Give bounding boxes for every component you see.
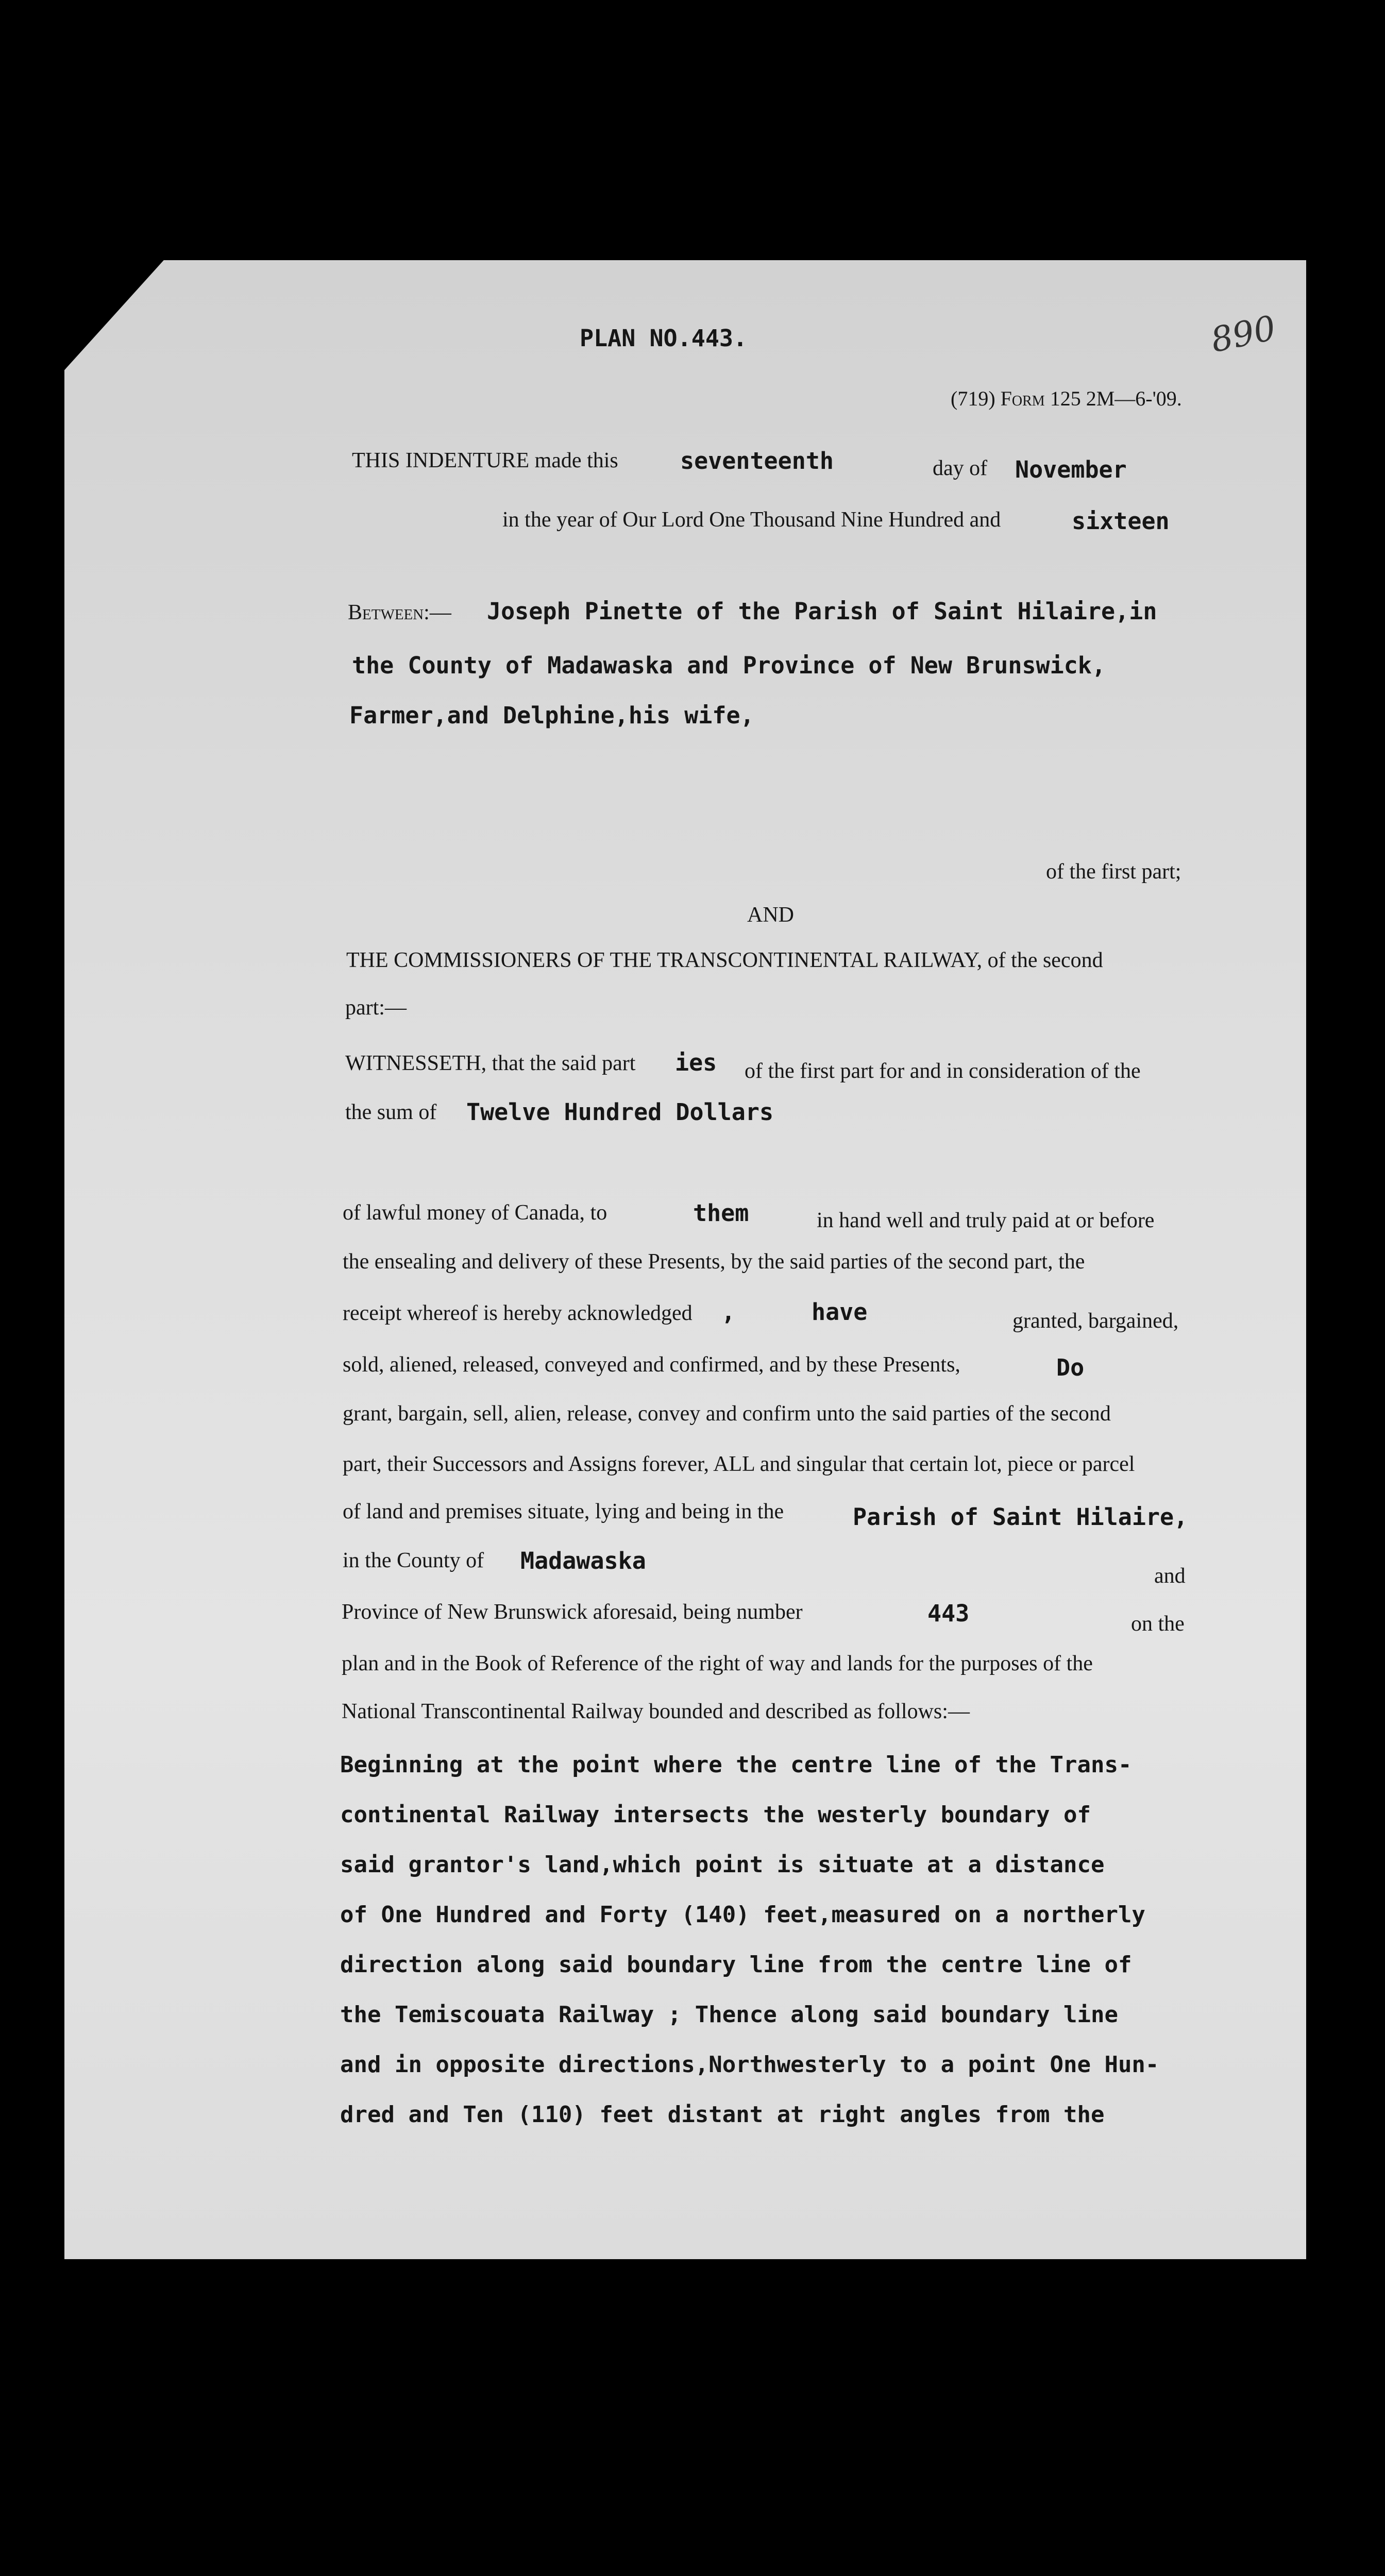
indenture-month: November — [1015, 456, 1127, 483]
witnesseth-line-13: National Transcontinental Railway bounded and described as follows:— — [342, 1700, 970, 1723]
second-party-line: part:— — [345, 996, 407, 1020]
witnesseth-parties-fill: ies — [675, 1049, 717, 1076]
and-label: AND — [747, 903, 794, 927]
form-number-label: Form — [1000, 387, 1045, 410]
witnesseth-line-12: plan and in the Book of Reference of the right of way and lands for the purposes of the — [342, 1652, 1093, 1675]
handwritten-number: 890 — [1207, 308, 1279, 361]
description-line: continental Railway intersects the westerly boundary of — [340, 1802, 1091, 1828]
indenture-year-text: in the year of Our Lord One Thousand Nine Hundred and — [502, 508, 1001, 532]
witnesseth-line-7: grant, bargain, sell, alien, release, convey and confirm unto the said parties of the second — [343, 1402, 1111, 1426]
amount: Twelve Hundred Dollars — [466, 1098, 774, 1126]
indenture-day: seventeenth — [680, 447, 834, 474]
payee-fill: them — [693, 1199, 749, 1227]
between-label: Between:— — [348, 601, 451, 624]
witnesseth-line-6: sold, aliened, released, conveyed and confirmed, and by these Presents, — [343, 1353, 960, 1377]
witnesseth-line-8: part, their Successors and Assigns forever, ALL and singular that certain lot, piece or parcel — [343, 1452, 1135, 1476]
form-number-prefix: (719) — [951, 387, 995, 410]
form-number — [951, 386, 1182, 411]
witnesseth-line-11-end: on the — [1131, 1612, 1185, 1636]
indenture-day-of: day of — [933, 456, 988, 480]
description-line: said grantor's land,which point is situate at a distance — [340, 1852, 1105, 1878]
county-fill: Madawaska — [520, 1547, 646, 1574]
description-line: of One Hundred and Forty (140) feet,measured on a northerly — [340, 1902, 1145, 1928]
witnesseth-line-3-end: in hand well and truly paid at or before — [817, 1209, 1155, 1232]
do-fill: Do — [1056, 1354, 1085, 1381]
form-number-suffix: 125 2M—6-'09. — [1050, 387, 1182, 410]
sum-label: the sum of — [345, 1100, 437, 1124]
description-line: dred and Ten (110) feet distant at right angles from the — [340, 2102, 1105, 2128]
comma-fill: , — [721, 1298, 736, 1326]
second-party-line: THE COMMISSIONERS OF THE TRANSCONTINENTAL RAILWAY, of the second — [346, 948, 1103, 972]
indenture-year: sixteen — [1072, 507, 1170, 535]
description-line: Beginning at the point where the centre line of the Trans- — [340, 1752, 1132, 1778]
first-party-line: Joseph Pinette of the Parish of Saint Hilaire,in — [487, 598, 1157, 625]
witnesseth-line-9: of land and premises situate, lying and being in the — [343, 1500, 784, 1523]
witnesseth-line-1-end: of the first part for and in consideration of the — [745, 1059, 1141, 1083]
description-line: and in opposite directions,Northwesterly to a point One Hun- — [340, 2052, 1159, 2078]
witnesseth-line-4: the ensealing and delivery of these Presents, by the said parties of the second part, the — [343, 1250, 1085, 1274]
first-party-line: the County of Madawaska and Province of New Brunswick, — [352, 652, 1106, 679]
indenture-intro: THIS INDENTURE made this — [352, 449, 618, 472]
witnesseth-line-3: of lawful money of Canada, to — [343, 1201, 607, 1225]
witnesseth-line-1: WITNESSETH, that the said part — [345, 1052, 636, 1075]
parish-fill: Parish of Saint Hilaire, — [853, 1503, 1188, 1531]
have-fill: have — [812, 1298, 868, 1326]
lot-number: 443 — [927, 1600, 970, 1627]
plan-number: PLAN NO.443. — [580, 325, 748, 352]
witnesseth-line-11: Province of New Brunswick aforesaid, being number — [342, 1600, 803, 1624]
first-part-label: of the first part; — [1046, 860, 1181, 884]
first-party-line: Farmer,and Delphine,his wife, — [349, 702, 754, 729]
witnesseth-line-5: receipt whereof is hereby acknowledged — [343, 1301, 692, 1325]
witnesseth-line-10: in the County of — [343, 1549, 484, 1572]
witnesseth-line-10-end: and — [1154, 1564, 1186, 1588]
description-line: the Temiscouata Railway ; Thence along said boundary line — [340, 2002, 1118, 2028]
description-line: direction along said boundary line from the centre line of — [340, 1952, 1132, 1978]
witnesseth-line-5-end: granted, bargained, — [1012, 1309, 1179, 1333]
